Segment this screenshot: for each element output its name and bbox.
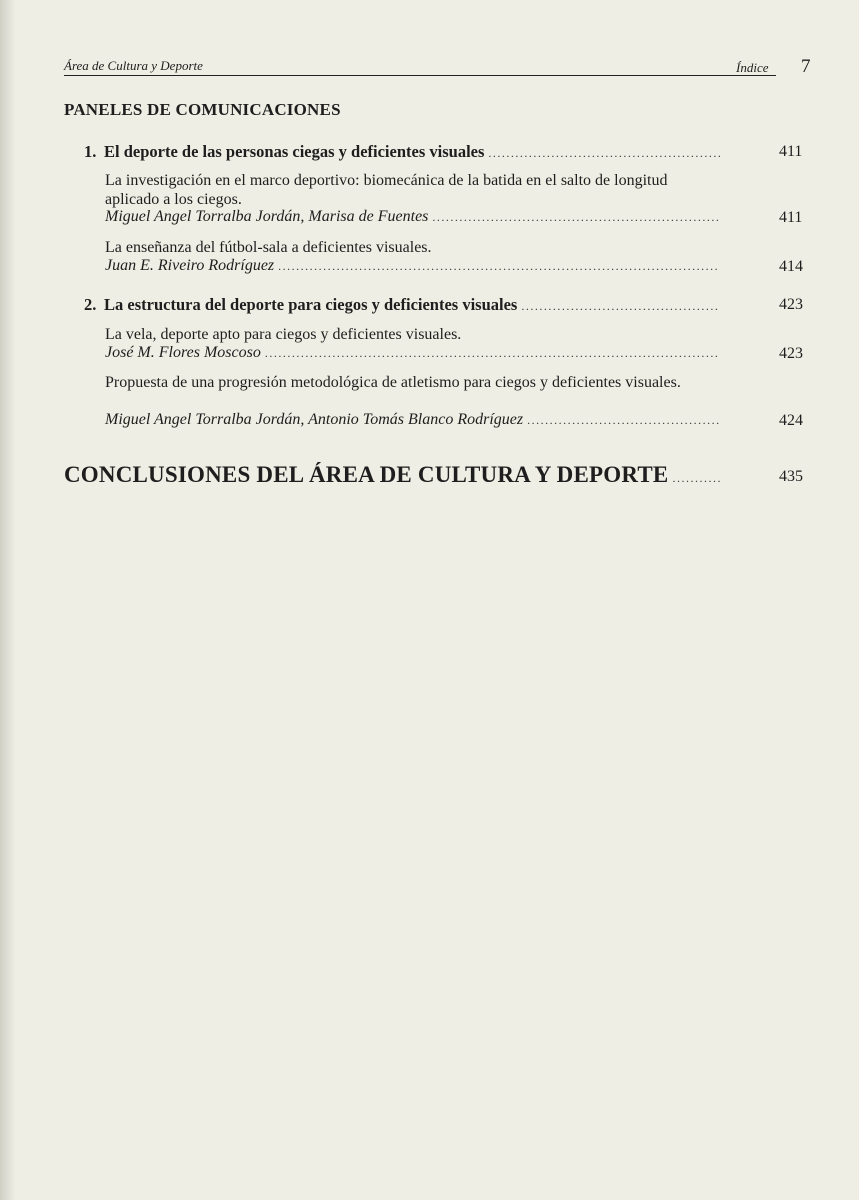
entry-page: 423 [779,345,803,362]
entry-authors: Miguel Angel Torralba Jordán, Marisa de Fuentes [105,208,429,225]
entry-title: Propuesta de una progresión metodológica de atletismo para ciegos y deficientes visuales. [105,374,681,391]
header-section-title: Área de Cultura y Deporte [64,58,203,73]
conclusions-title: CONCLUSIONES DEL ÁREA DE CULTURA Y DEPORTE [64,462,669,487]
page-number: 7 [801,56,811,77]
leader-dots [521,299,720,314]
entry-page: 414 [779,258,803,275]
section-number: 1. [84,142,97,161]
section-page: 411 [779,143,803,160]
entry-authors: Miguel Angel Torralba Jordán, Antonio Tomás Blanco Rodríguez [105,411,524,428]
running-header [64,56,814,80]
section-heading: PANELES DE COMUNICACIONES [64,100,341,119]
toc-conclusions [64,462,724,488]
toc-section-2 [84,295,724,315]
entry-title: La vela, deporte apto para ciegos y deficientes visuales. [105,326,462,343]
section-title: La estructura del deporte para ciegos y deficientes visuales [104,295,518,314]
entry-page: 411 [779,209,803,226]
leader-dots [265,346,720,361]
header-rule [64,75,776,76]
toc-section-1 [84,142,724,162]
toc-entry-author-line [105,208,724,226]
toc-entry-author-line [105,344,724,362]
entry-title: La enseñanza del fútbol-sala a deficientes visuales. [105,239,432,256]
leader-dots [672,471,720,486]
leader-dots [432,210,720,225]
leader-dots [278,259,720,274]
section-page: 423 [779,296,803,313]
leader-dots [488,146,720,161]
toc-entry-author-line [105,257,724,275]
entry-authors: José M. Flores Moscoso [105,344,261,361]
entry-authors: Juan E. Riveiro Rodríguez [105,257,275,274]
header-index-label: Índice [736,60,769,75]
section-title: El deporte de las personas ciegas y deficientes visuales [104,142,485,161]
toc-entry-author-line [105,411,724,429]
conclusions-page: 435 [779,468,803,485]
entry-title: La investigación en el marco deportivo: biomecánica de la batida en el salto de longitud aplicado a los ciegos. [105,172,668,208]
section-number: 2. [84,295,97,314]
entry-page: 424 [779,412,803,429]
page-spine-shadow [0,0,16,1200]
leader-dots [527,413,720,428]
